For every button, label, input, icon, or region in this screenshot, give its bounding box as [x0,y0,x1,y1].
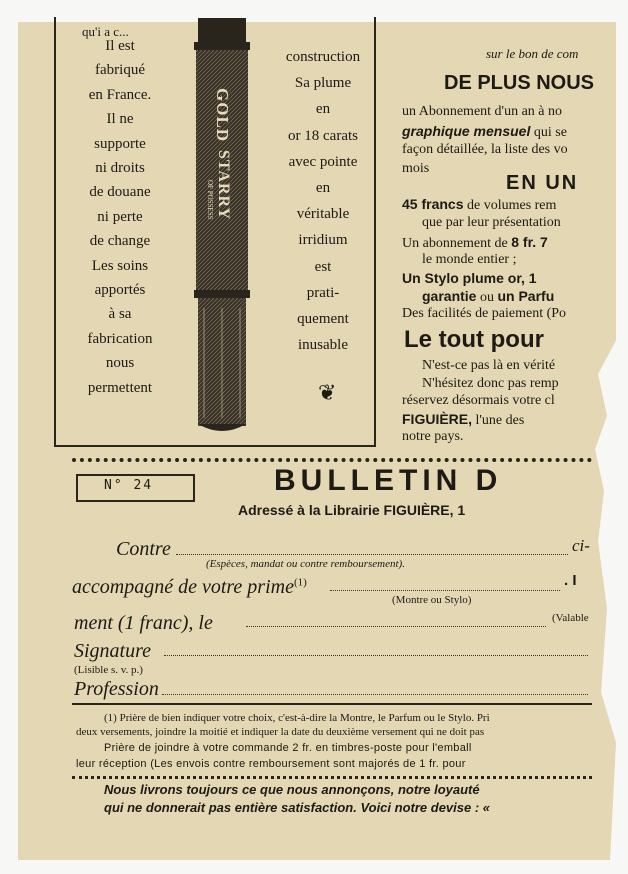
right-line-bold: 1 [524,270,537,286]
right-line: N'hésitez donc pas remp [422,376,559,391]
footnote-line: leur réception (Les envois contre remboursement sont majorés de 1 fr. pour [76,758,466,770]
pen-brand-sub: OF POSSESS [206,180,214,220]
col1-line: de change [89,233,151,250]
right-line: de volumes rem [463,198,557,213]
right-line: façon détaillée, la liste des vo [402,142,568,157]
description-column-2 [268,44,378,358]
col1-line: apportés [94,282,146,299]
col1-line: ni droits [95,160,145,177]
right-line: Un abonnement de [402,236,512,251]
col1-line: nous [105,355,135,372]
slogan-line: qui ne donnerait pas entière satisfaction. Voici notre devise : « [104,800,491,815]
col1-line: Il est [105,38,135,54]
footnote-line: (1) Prière de bien indiquer votre choix, c'est-à-dire la Montre, le Parfum ou le Stylo. Pri [104,712,490,724]
dotted-separator [72,458,592,462]
right-line: mois [402,161,430,176]
col2-line: quement [297,311,349,328]
col2-line: prati- [306,284,340,301]
right-line: N'est-ce pas là en vérité [422,358,556,373]
description-column-1 [70,34,170,400]
right-line: que par leur présentation [422,215,561,230]
right-line: réservez désormais votre cl [402,393,555,408]
right-line: Des facilités de paiement (Po [402,306,567,321]
ment-label: ment (1 franc), le [74,612,213,634]
bulletin-title: BULLETIN D [274,464,503,497]
right-line: l'une des [472,413,525,428]
right-line: qui se [530,125,567,140]
col2-line: en [315,180,331,197]
footnote-line: deux versements, joindre la moitié et indiquer la date du deuxième versement qui ne doit pas [76,726,485,738]
right-line: un Abonnement d'un an à no [402,104,562,119]
col2-line: est [314,258,332,275]
accompagne-label: accompagné de votre prime [72,576,294,598]
col1-line: ni perte [97,208,143,225]
col2-line: Sa plume [294,75,352,92]
bulletin-number: N° 24 [104,478,154,493]
pen-illustration [182,18,262,434]
right-heading: DE PLUS NOUS [444,72,595,94]
bulletin-address: Adressé à la Librairie FIGUIÈRE, 1 [238,502,466,518]
col1-line: permettent [87,379,153,396]
montre-note: (Montre ou Stylo) [392,594,472,606]
col1-line: à sa [108,306,132,323]
top-fragment-right: sur le bon de com [486,46,579,61]
right-line: ou [476,290,498,305]
pen-brand-starry: STARRY [215,150,232,221]
especes-note: (Espèces, mandat ou contre remboursement). [206,558,405,570]
prime-right-mark: . I [564,572,577,589]
col2-line: inusable [298,337,348,354]
right-line-bold: graphique mensuel [402,123,531,139]
right-heading-2: EN UN [506,172,579,194]
contre-label: Contre [116,538,171,560]
col1-line: en France. [88,86,152,103]
footnote-line: Prière de joindre à votre commande 2 fr. en timbres-poste pour l'emball [104,742,472,754]
col2-line: avec pointe [288,153,358,170]
footnote-ref: (1) [293,576,307,589]
date-field[interactable] [246,626,546,627]
divider [72,703,592,705]
right-line: le monde entier ; [422,252,517,267]
right-line-bold: 8 fr. 7 [511,234,548,250]
profession-label: Profession [74,678,159,700]
col1-line: Il ne [106,111,134,128]
right-line-bold: un Parfu [497,288,555,304]
dotted-separator-2 [72,776,592,779]
col2-line: construction [285,49,361,65]
lisible-note: (Lisible s. v. p.) [74,664,143,676]
col1-line: Les soins [91,257,149,274]
col2-line: irridium [298,232,348,249]
col2-line: véritable [296,206,350,223]
col1-line: fabrication [87,330,153,347]
right-line-bold: FIGUIÈRE, [402,411,473,427]
right-line-bold: 45 francs [402,196,464,212]
slogan-line: Nous livrons toujours ce que nous annonçons, notre loyauté [104,782,480,797]
valable-note: (Valable [552,612,589,624]
col2-line: or 18 carats [288,127,358,144]
contre-field[interactable] [176,554,568,555]
col2-line: en [315,101,331,118]
right-line-bold: Un Stylo plume or, [402,270,525,286]
prime-field[interactable] [330,590,560,591]
top-fragment-left: qu'i a c... [82,24,129,39]
contre-right: ci- [572,536,590,555]
signature-field[interactable] [164,655,588,656]
profession-field[interactable] [162,694,588,695]
col1-line: supporte [94,135,146,152]
ornament-icon: ❦ [318,380,337,405]
col1-line: de douane [89,184,151,201]
right-heading-3: Le tout pour [404,326,544,353]
right-line-bold: garantie [422,288,477,304]
pen-brand-gold: GOLD [213,88,232,143]
signature-label: Signature [74,640,152,662]
right-line: notre pays. [402,429,464,444]
col1-line: fabriqué [95,62,145,79]
